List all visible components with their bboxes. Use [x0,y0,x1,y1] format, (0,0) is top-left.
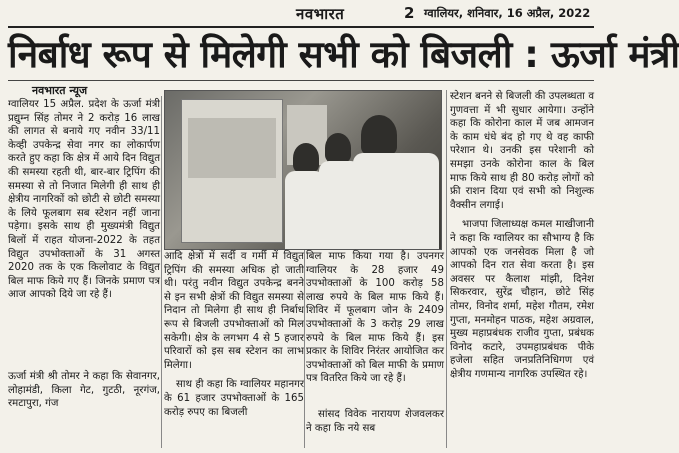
photo-panel-detail [188,118,276,178]
article-paragraph: ऊर्जा मंत्री श्री तोमर ने कहा कि सेवानगर, लोहामंडी, किला गेट, गुटठी, नूरगंज, रमटापुरा, गंज [8,371,160,410]
masthead [296,4,596,28]
dateline: ग्वालियर, शनिवार, 16 अप्रैल, 2022 [424,6,591,20]
column-divider [304,250,305,448]
byline: नवभारत न्यूज [32,84,88,97]
article-column-3-continued [306,408,444,435]
article-paragraph: सांसद विवेक नारायण शेजवलकर ने कहा कि नये सब [306,409,444,434]
headline-rule [8,80,594,81]
photo-person-body [353,153,439,249]
column-divider [161,96,162,448]
article-paragraph: ग्वालियर 15 अप्रैल. प्रदेश के ऊर्जा मंत्री प्रद्युम्न सिंह तोमर ने 2 करोड़ 16 लाख की लागत से बनाये गए नवीन 33/11 केव्ही उपकेन्द्र सेवा नगर का लोकार्पण करते हुए कहा कि क्षेत्र में आये दिन विद्युत की समस्या रहती थी, बार-बार ट्रिपिंग की समस्या से तो निजात मिलेगी ही साथ ही क्षेत्रीय नागरिकों को छोटी से छोटी समस्या के लिये फूलबाग सब स्टेशन नहीं जाना पड़ेगा। इसके साथ ही मुख्यमंत्री विद्युत बिलों में राहत योजना-2022 के तहत विद्युत उपभोक्ताओं के 31 अगस्त 2020 तक के एक किलोवाट के विद्युत बिल माफ किये गए हैं। जिनके प्रमाण पत्र आज आपको दिये जा रहे हैं। [8,99,160,301]
article-column-2 [164,250,304,419]
column-divider [446,90,447,448]
photo-person-head [325,133,351,163]
page-number: 2 [404,4,415,22]
masthead-rule [8,26,594,28]
article-column-3 [306,250,444,386]
article-column-1 [8,98,160,302]
article-paragraph: भाजपा जिलाध्यक्ष कमल माखीजानी ने कहा कि ग्वालियर का सौभाग्य है कि आपको एक जनसेवक मिला है जो आपको दिन रात सेवा करता है। इस अवसर पर कैलाश मांझी, दिनेश सिकरवार, सुरेंद्र चौहान, छोटे सिंह तोमर, विनोद शर्मा, महेश गौतम, रमेश गुप्ता, मनमोहन पाठक, महेश अग्रवाल, मुख्य महाप्रबंधक राजीव गुप्ता, प्रबंधक विनोद कटारे, उपमहाप्रबंधक पीके हजेला सहित जनप्रतिनिधिगण एवं क्षेत्रीय गणमान्य नागरिक उपस्थित रहे। [450,219,594,380]
photo-electrical-panel [181,99,283,243]
headline: निर्बाध रूप से मिलेगी सभी को बिजली : ऊर्जा मंत्री [8,33,679,76]
photo-person-head [293,143,319,173]
article-paragraph: साथ ही कहा कि ग्वालियर महानगर के 61 हजार उपभोक्ताओं के 165 करोड़ रुपए का बिजली [164,379,304,418]
article-paragraph: बिल माफ किया गया है। उपनगर ग्वालियर के 28 हजार 49 उपभोक्ताओं के 100 करोड़ 58 लाख रुपये के बिल माफ किये हैं। शिविर में फूलबाग जोन के 2409 उपभोक्ताओं के 3 करोड़ 29 लाख रुपये के बिल माफ किये हैं। इस प्रकार के शिविर निरंतर आयोजित कर उपभोक्ताओं को बिल माफी के प्रमाण पत्र वितरित किये जा रहे हैं। [306,251,444,385]
masthead-logo: नवभारत [296,5,345,23]
article-paragraph: स्टेशन बनने से बिजली की उपलब्धता व गुणवत्ता में भी सुधार आयेगा। उन्होंने कहा कि कोरोना काल में जब आमजन के काम धंधे बंद हो गए थे वह काफी परेशान थे। उनकी इस परेशानी को समझा उनके कोरोना काल के बिल माफ किये साथ ही 80 करोड़ लोगों को फ्री राशन दिया एवं सभी को निशुल्क वैक्सीन लगाई। [450,91,594,211]
news-photo [164,90,442,250]
photo-person-head [361,115,397,155]
article-column-4 [450,90,594,381]
article-paragraph: आदि क्षेत्रों में सर्दी व गर्मी में विद्युत ट्रिपिंग की समस्या अधिक हो जाती थी। परंतु नवीन विद्युत उपकेन्द्र बनने से इन सभी क्षेत्रों की विद्युत समस्या से निदान तो मिलेगा ही साथ ही निर्बाध रूप से बिजली उपभोक्ताओं को मिल सकेगी। क्षेत्र के लगभग 4 से 5 हजार परिवारों को इस सब स्टेशन का लाभ मिलेगा। [164,251,304,371]
article-column-1-continued [8,370,160,411]
